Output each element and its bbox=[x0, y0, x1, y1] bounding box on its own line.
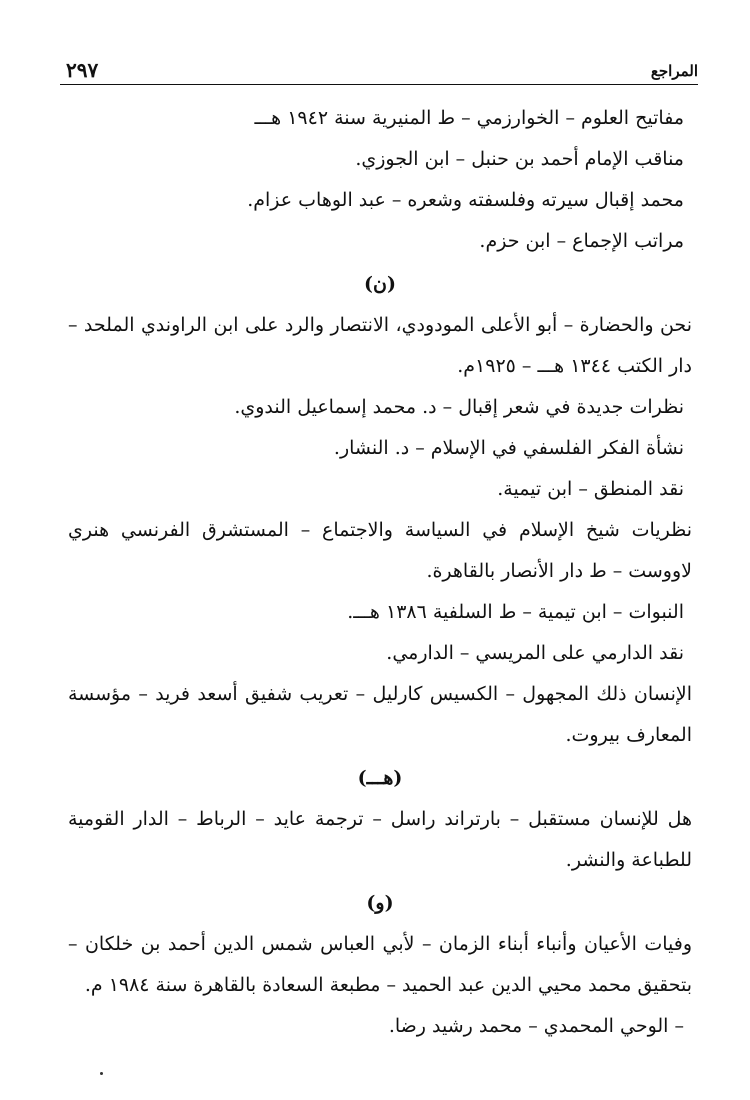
reference-entry: النبوات – ابن تيمية – ط السلفية ١٣٨٦ هـــ. bbox=[347, 601, 684, 623]
reference-entry: نشأة الفكر الفلسفي في الإسلام – د. النشار. bbox=[333, 437, 684, 459]
reference-entry: نظرات جديدة في شعر إقبال – د. محمد إسماعيل الندوي. bbox=[234, 396, 684, 418]
reference-entry: نحن والحضارة – أبو الأعلى المودودي، الانتصار والرد على ابن الراوندي الملحد – دار الكتب ١٣٤٤ هـــ – ١٩٢٥م. bbox=[68, 314, 692, 377]
page-header bbox=[60, 58, 698, 85]
reference-entry: وفيات الأعيان وأنباء أبناء الزمان – لأبي العباس شمس الدين أحمد بن خلكان – بتحقيق محمد محيي الدين عبد الحميد – مطبعة السعادة بالقاهرة سنة ١٩٨٤ م. bbox=[68, 933, 692, 996]
page-speck bbox=[100, 1072, 103, 1075]
page-number: ٢٩٧ bbox=[66, 58, 99, 82]
section-heading-waw: (و) bbox=[366, 892, 394, 914]
reference-entry: مراتب الإجماع – ابن حزم. bbox=[479, 230, 684, 252]
reference-entry: محمد إقبال سيرته وفلسفته وشعره – عبد الوهاب عزام. bbox=[247, 189, 684, 211]
references-list bbox=[68, 98, 692, 1047]
reference-entry: نظريات شيخ الإسلام في السياسة والاجتماع – المستشرق الفرنسي هنري لاووست – ط دار الأنصار بالقاهرة. bbox=[68, 519, 692, 582]
running-title: المراجع bbox=[650, 62, 698, 80]
reference-entry: مناقب الإمام أحمد بن حنبل – ابن الجوزي. bbox=[355, 148, 684, 170]
section-heading-ha: (هـــ) bbox=[357, 767, 403, 789]
reference-entry: نقد الدارمي على المريسي – الدارمي. bbox=[386, 642, 684, 664]
reference-entry: نقد المنطق – ابن تيمية. bbox=[497, 478, 684, 500]
reference-entry: الإنسان ذلك المجهول – الكسيس كارليل – تعريب شفيق أسعد فريد – مؤسسة المعارف بيروت. bbox=[68, 683, 692, 746]
reference-entry: – الوحي المحمدي – محمد رشيد رضا. bbox=[388, 1015, 684, 1037]
reference-entry: مفاتيح العلوم – الخوارزمي – ط المنيرية سنة ١٩٤٢ هـــ bbox=[254, 107, 684, 129]
section-heading-nun: (ن) bbox=[364, 273, 396, 295]
reference-entry: هل للإنسان مستقبل – بارتراند راسل – ترجمة عايد – الرباط – الدار القومية للطباعة والنشر. bbox=[68, 808, 692, 871]
